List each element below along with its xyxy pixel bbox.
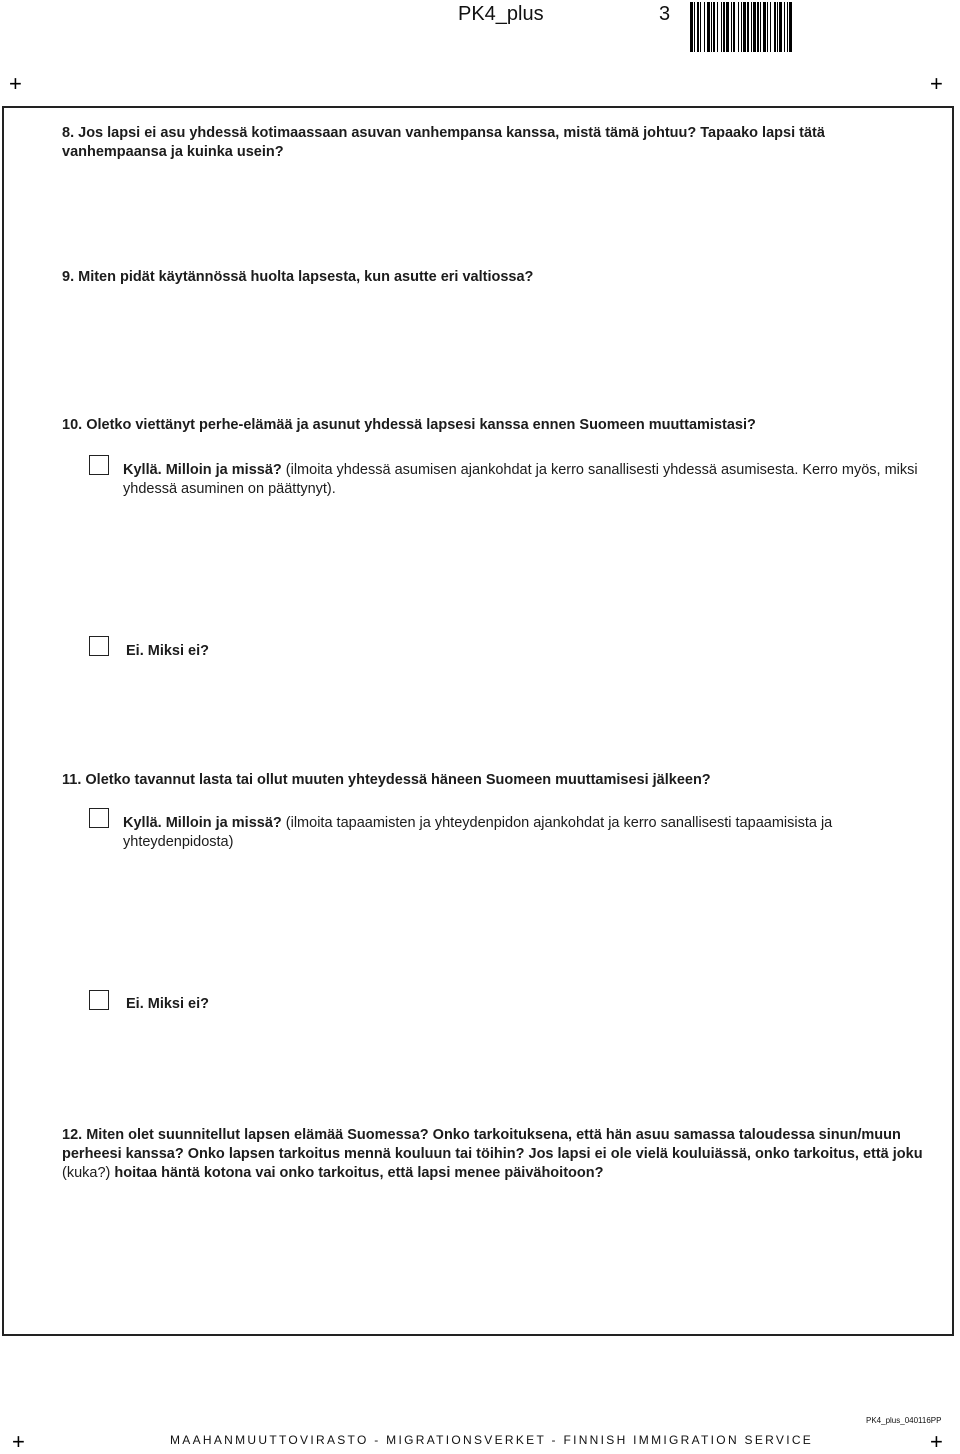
q10-yes-checkbox[interactable] <box>89 455 109 475</box>
agency-footer: MAAHANMUUTTOVIRASTO - MIGRATIONSVERKET - FINNISH IMMIGRATION SERVICE <box>170 1433 814 1447</box>
form-name: PK4_plus <box>458 3 544 25</box>
q10-no-option: Ei. Miksi ei? <box>126 643 209 659</box>
barcode <box>690 2 952 52</box>
q11-no-option: Ei. Miksi ei? <box>126 996 209 1012</box>
q10-yes-option: Kyllä. Milloin ja missä? (ilmoita yhdessä asumisen ajankohdat ja kerro sanallisesti yhdessä asumisesta. Kerro myös, miksi yhdessä asuminen on päättynyt). <box>123 462 918 497</box>
q10-no-checkbox[interactable] <box>89 636 109 656</box>
question-9: 9. Miten pidät käytännössä huolta lapsesta, kun asutte eri valtiossa? <box>62 269 534 285</box>
registration-mark-bottom-left: + <box>12 1429 25 1454</box>
question-11: 11. Oletko tavannut lasta tai ollut muuten yhteydessä häneen Suomeen muuttamisesi jälkeen? <box>62 772 711 788</box>
page-number: 3 <box>659 3 671 25</box>
form-code: PK4_plus_040116PP <box>866 1416 942 1425</box>
q11-yes-checkbox[interactable] <box>89 808 109 828</box>
q11-yes-option: Kyllä. Milloin ja missä? (ilmoita tapaamisten ja yhteydenpidon ajankohdat ja kerro sanallisesti tapaamisista ja yhteydenpidosta) <box>123 815 833 850</box>
question-8: 8. Jos lapsi ei asu yhdessä kotimaassaan asuvan vanhempansa kanssa, mistä tämä johtuu? Tapaako lapsi tätä vanhempaansa ja kuinka usein? <box>62 125 825 160</box>
question-12: 12. Miten olet suunnitellut lapsen elämää Suomessa? Onko tarkoituksena, että hän asuu samassa taloudessa sinun/muun perheesi kanssa? Onko lapsen tarkoitus mennä kouluun tai töihin? Jos lapsi ei ole vielä kouluiässä, onko tarkoitus, että joku (kuka?) hoitaa häntä kotona vai onko tarkoitus, että lapsi menee päivähoitoon? <box>62 1127 923 1181</box>
barcode-bar <box>789 2 792 52</box>
registration-mark-top-right: + <box>930 71 943 96</box>
registration-mark-top-left: + <box>9 71 22 96</box>
q11-no-checkbox[interactable] <box>89 990 109 1010</box>
question-10: 10. Oletko viettänyt perhe-elämää ja asunut yhdessä lapsesi kanssa ennen Suomeen muuttamistasi? <box>62 417 756 433</box>
registration-mark-bottom-right: + <box>930 1429 943 1454</box>
